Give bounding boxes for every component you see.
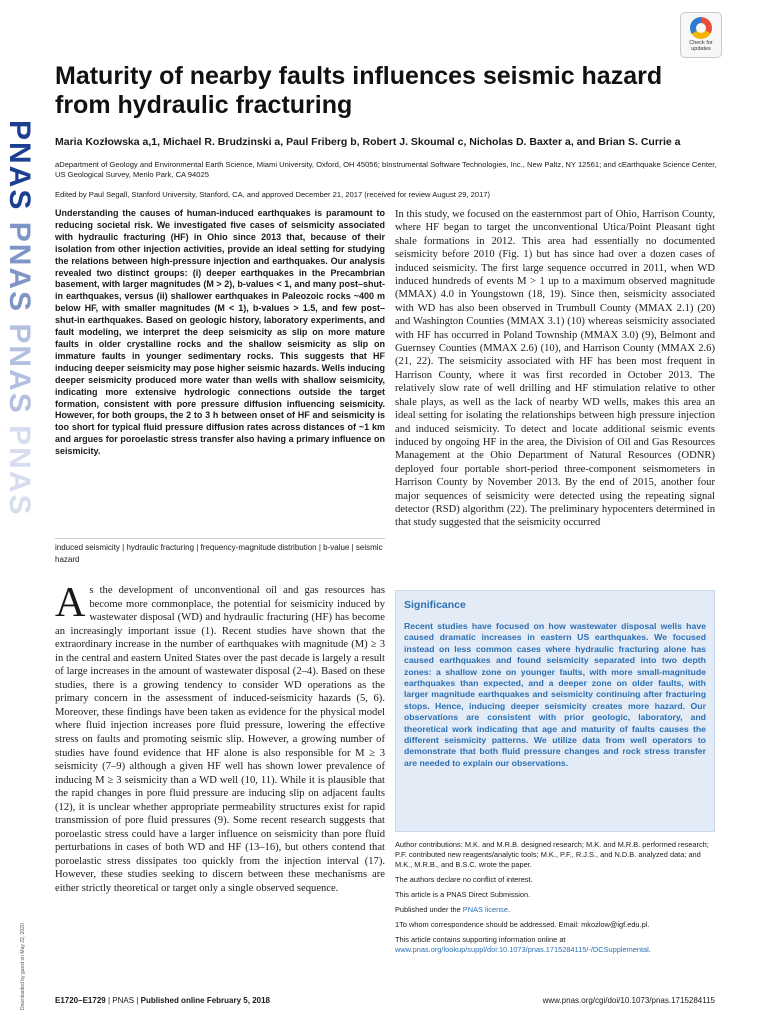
keywords: induced seismicity | hydraulic fracturing | frequency-magnitude distribution | b-value | seismic hazard [55,538,385,566]
conflict-statement: The authors declare no conflict of interest. [395,875,533,884]
pnas-logo-word: PNAS [3,323,36,415]
check-for-updates-badge[interactable] [680,12,722,58]
article-notes [395,840,715,960]
abstract: Understanding the causes of human-induced earthquakes is paramount to reducing societal risk. We investigated five cases of seismicity associated with hydraulic fracturing (HF) in Ohio since 2013 that, because of their isolation from other injection activities, provide an ideal setting for studying the relations between high-pressure injection and earthquakes. Our analysis revealed two distinct groups: (i) deeper earthquakes in the Precambrian basement, with larger magnitudes (M > 2), b-values < 1, and many post–shut-in earthquakes, versus (ii) shallower earthquakes in Paleozoic rocks ~400 m below HF, with smaller magnitudes (M < 1), b-values > 1.5, and few post–shut-in earthquakes. Based on geologic history, laboratory experiments, and fault modeling, we interpret the deep seismicity as slip on more mature faults in older crystalline rocks and the shallow seismicity as slip on immature faults in younger sedimentary rocks. This suggests that HF inducing deeper seismicity may pose higher seismic hazards. Wells inducing deeper seismicity produced more water than wells with shallow seismicity, indicating more extensive hydrologic connections outside the target formation, consistent with pore pressure diffusion influencing seismicity. However, for both groups, the 2 to 3 h between onset of HF and seismicity is too short for typical fluid pressure diffusion rates across distances of ~1 km and argues for poroelastic stress transfer also having a primary influence on seismicity. [55,208,385,457]
check-for-updates-label: Check for updates [689,40,713,52]
significance-heading: Significance [404,599,466,611]
pnas-logo-word: PNAS [3,425,36,517]
edited-by-line: Edited by Paul Segall, Stanford University, Stanford, CA, and approved December 21, 2017 (received for review August 29, 2017) [55,190,491,199]
pnas-logo-word: PNAS [3,120,36,212]
author-contributions: Author contributions: M.K. and M.R.B. designed research; M.K. and M.R.B. performed research; P.F. contributed new reagents/analytic tools; M.K., P.F., R.J.S., and N.D.B. analyzed data; and M.K., M.R.B., and B.S.C. wrote the paper. [395,840,709,869]
pnas-logo-word: PNAS [3,221,36,314]
download-note [12,840,26,1020]
footer-left [55,996,270,1005]
introduction-paragraph [55,580,385,896]
drop-cap: A [55,580,86,626]
right-column-text: In this study, we focused on the easternmost part of Ohio, Harrison County, where HF began to target the unconventional Utica/Point Pleasant tight shale formations in 2012. This area had essentially no documented seismicity before 2010 (Fig. 1) but has since had over a dozen cases of induced seismicity. The first large sequence occurred in 2011, when WD induced hundreds of events M > 1 up to a maximum observed magnitude (MMAX) 4.0 in Youngstown (18, 19). Since then, seismicity associated with WD has also been observed in Trumbull County (MMAX 2.1) (20) and Washington Counties (MMAX 3.1) (10) whereas seismicity associated with HF has occurred in Poland Township (MMAX 3.0) (9), Belmont and Guernsey Counties (MMAX 2.6) (10), and Harrison County (MMAX 2.6) (21, 22). The seismicity associated with HF has been most frequent in Harrison County, where it was first recorded in October 2013. The relatively slow rate of well drilling and HF stimulation relative to other shale plays, as well as the lack of nearby WD wells, makes this area an ideal setting for isolating the relationships between high pressure injection and induced seismicity. To detect and locate additional seismic events induced by ongoing HF in the area, the Division of Oil and Gas Resources Management at the Ohio Department of Natural Resources (ODNR) deployed four portable short-period three-component seismometers in Harrison County by November 2013. By the end of 2015, another four major sequences of seismicity were detected using the repeating signal detector (RSD) algorithm (22). The preliminary hypocenters determined in that study suggested that the seismicity occurred [395,209,715,529]
article-title: Maturity of nearby faults influences seismic hazard from hydraulic fracturing [55,62,663,119]
correspondence-note: 1To whom correspondence should be addressed. Email: mkozlow@igf.edu.pl. [395,920,650,929]
license-link[interactable]: PNAS license [462,905,508,914]
license-suffix: . [507,905,511,914]
author-list: Maria Kozłowska a,1, Michael R. Brudzinski a, Paul Friberg b, Robert J. Skoumal c, Nicholas D. Baxter a, and Brian S. Currie a [55,136,681,148]
footer-separator: | [136,996,141,1005]
footer-journal: PNAS [112,996,135,1005]
supporting-info-note [395,935,715,955]
affiliations: aDepartment of Geology and Environmental Earth Science, Miami University, Oxford, OH 45056; bInstrumental Software Technologies, Inc., New Paltz, NY 12561; and cEarthquake Science Center, US Geological Survey, Menlo Park, CA 94025 [55,160,717,179]
license-prefix: Published under the [395,905,463,914]
download-note-text: Downloaded by guest on May 22, 2020 [20,923,26,1010]
introduction-text: s the development of unconventional oil and gas resources has become more commonplace, the potential for seismicity induced by wastewater disposal (WD) and hydraulic fracturing (HF) has become an increasingly important issue (1). Recent studies have shown that the extraordinary increase in the number of earthquakes with magnitude (M) ≥ 3 in the central and eastern United States over the past decade is largely a result of large increases in the amount of wastewater disposal (2–4). Based on these studies, there is a growing tendency to consider WD operations as the primary concern in the assessment of induced-seismicity hazards (5, 6). Moreover, these findings have been taken as evidence for the physical model where fluid injection increases pore fluid pressure, lowering the effective stress on faults and promoting seismic slip. However, a growing number of studies have found evidence that HF alone is also responsible for M ≥ 3 seismicity (7–9) although a given HF well has shown lower prevalence of inducing M ≥ 3 seismicity than a WD well (10, 11). While it is plausible that the rapid changes in pore fluid pressure are inducing slip on adjacent faults (12), it is unclear whether appropriate permeability structures exist for rapid transmission of pore fluid pressures (9). Some recent research suggests that poroelastic stress could have a larger influence on seismicity than pore fluid perturbations in cases of both WD and HF (13–16), but others contend that poroelastic stress dissipates too quickly from the injection interval (17). However, these studies seeking to discern between these mechanisms are either strictly theoretical or target only a single observed sequence. [55,585,385,895]
direct-submission-note: This article is a PNAS Direct Submission. [395,890,531,899]
page-footer [55,996,715,1010]
footer-separator: | [107,996,113,1005]
supporting-prefix: This article contains supporting information online at [395,935,566,944]
supporting-suffix: . [648,945,651,954]
crossmark-icon [690,17,712,39]
significance-box [395,590,715,832]
footer-published: Published online February 5, 2018 [140,996,270,1005]
pnas-side-logo [3,120,40,517]
footer-pages: E1720–E1729 [55,996,106,1005]
license-note [395,905,715,915]
supporting-info-link[interactable]: www.pnas.org/lookup/suppl/doi:10.1073/pnas.1715284115/-/DCSupplemental [395,945,649,954]
footer-doi-link[interactable]: www.pnas.org/cgi/doi/10.1073/pnas.1715284115 [542,996,715,1005]
significance-body: Recent studies have focused on how wastewater disposal wells have caused dramatic increases in eastern US earthquakes. We focused instead on less common cases where hydraulic fracturing alone has caused earthquakes and found seismicity separated into two depth zones: a shallow zone on younger faults, with more small-magnitude earthquakes than expected, and a deeper zone on older faults, with larger magnitude earthquakes and seismicity continuing after fracturing stops. Hence, inducing deeper seismicity creates more hazard. Our observations are consistent with prior geologic, laboratory, and theoretical work indicating that age and maturity of faults causes the different seismicity patterns. We utilize data from well operators to demonstrate that both fluid pressure changes and rock stress transfer are needed to explain our observations. [404,621,706,768]
